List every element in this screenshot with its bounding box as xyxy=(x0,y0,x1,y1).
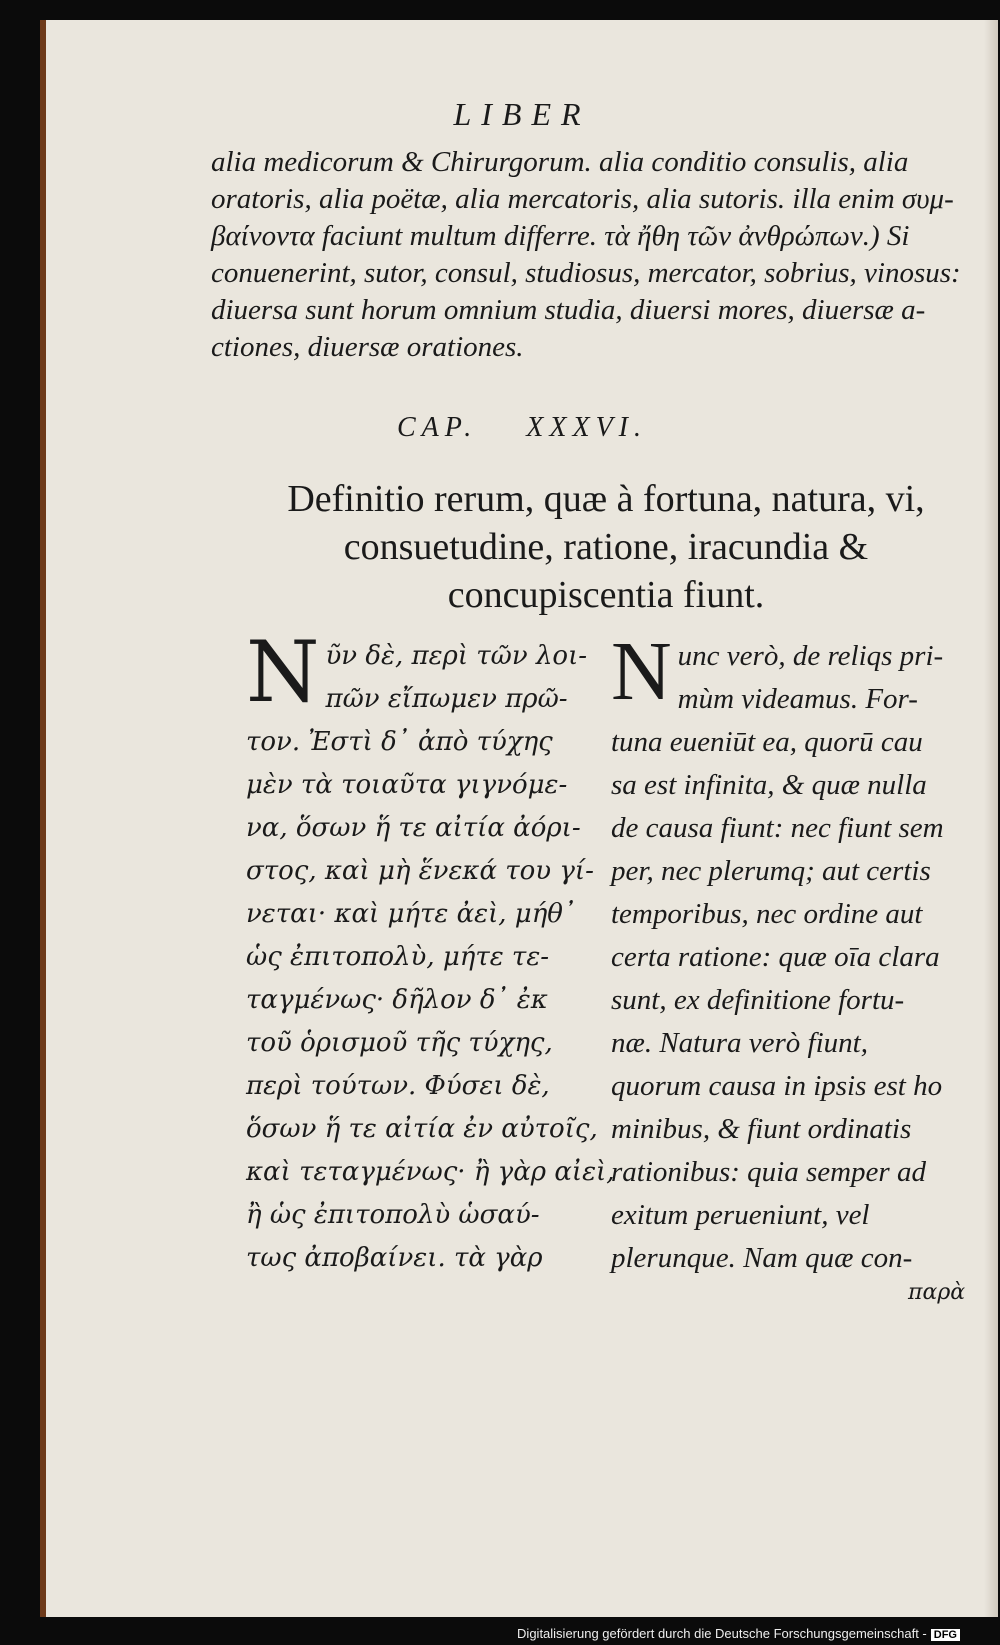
chapter-number xyxy=(46,412,998,444)
prose-line: conuenerint, sutor, consul, studiosus, mercator, sobrius, vinosus: xyxy=(211,257,961,289)
latin-line: quorum causa in ipsis est ho xyxy=(611,1070,943,1102)
latin-line: per, nec plerumq; aut certis xyxy=(611,855,931,887)
greek-line: στος, καὶ μὴ ἕνεκά του γί- xyxy=(246,856,594,886)
latin-line: certa ratione: quæ oīa clara xyxy=(611,941,940,973)
greek-line: τον. Ἐστὶ δ᾽ ἀπὸ τύχης xyxy=(246,727,553,757)
latin-line: sunt, ex definitione fortu- xyxy=(611,984,905,1016)
latin-line: rationibus: quia semper ad xyxy=(611,1156,926,1188)
greek-line: ὡς ἐπιτοπολὺ, μήτε τε- xyxy=(246,942,550,972)
chapter-title xyxy=(246,475,966,619)
latin-line: de causa fiunt: nec fiunt sem xyxy=(611,812,944,844)
greek-line: τοῦ ὁρισμοῦ τῆς τύχης, xyxy=(246,1028,553,1058)
latin-line: minibus, & fiunt ordinatis xyxy=(611,1113,912,1145)
chapter-roman: XXXVI. xyxy=(526,412,648,443)
latin-line: temporibus, nec ordine aut xyxy=(611,898,923,930)
latin-line: plerunque. Nam quæ con- xyxy=(611,1242,913,1274)
prose-line: oratoris, alia poëtæ, alia mercatoris, alia sutoris. illa enim συμ- xyxy=(211,183,954,215)
latin-line: mùm videamus. For- xyxy=(677,683,918,715)
greek-line: ταγμένως· δῆλον δ᾽ ἐκ xyxy=(246,985,548,1015)
running-head: LIBER xyxy=(453,96,591,132)
latin-line: næ. Natura verò fiunt, xyxy=(611,1027,868,1059)
prose-line: βαίνοντα faciunt multum differre. τὰ ἤθη τῶν ἀνθρώπων.) Si xyxy=(211,220,910,252)
book-page xyxy=(40,20,998,1617)
latin-line: sa est infinita, & quæ nulla xyxy=(611,769,927,801)
greek-column xyxy=(246,623,615,1280)
greek-line: ῦν δὲ, περὶ τῶν λοι- xyxy=(325,641,588,671)
greek-line: νεται· καὶ μήτε ἀεὶ, μήθ᾽ xyxy=(246,899,576,929)
greek-line: περὶ τούτων. Φύσει δὲ, xyxy=(246,1071,550,1101)
latin-line: unc verò, de reliqs pri- xyxy=(677,640,944,672)
greek-line: πῶν εἴπωμεν πρῶ- xyxy=(325,684,568,714)
footer-text: Digitalisierung gefördert durch die Deutsche Forschungsgemeinschaft - xyxy=(517,1626,927,1641)
footer-credit xyxy=(517,1626,960,1641)
chapter-label: CAP. xyxy=(396,412,478,443)
greek-line: ἢ ὡς ἐπιτοπολὺ ὡσαύ- xyxy=(246,1200,540,1230)
latin-line: exitum perueniunt, vel xyxy=(611,1199,870,1231)
prose-line: alia medicorum & Chirurgorum. alia conditio consulis, alia xyxy=(211,146,909,178)
greek-line: μὲν τὰ τοιαῦτα γιγνόμε- xyxy=(246,770,568,800)
greek-line: καὶ τεταγμένως· ἢ γὰρ αἰεὶ, xyxy=(246,1157,615,1187)
latin-line: tuna eueniūt ea, quorū cau xyxy=(611,726,923,758)
greek-line: τως ἀποβαίνει. τὰ γὰρ xyxy=(246,1243,543,1273)
prose-line: ctiones, diuersæ orationes. xyxy=(211,331,524,363)
title-line: consuetudine, ratione, iracundia & xyxy=(343,526,869,568)
catchword: παρὰ xyxy=(908,1280,966,1305)
dfg-logo: DFG xyxy=(931,1629,960,1641)
greek-line: να, ὅσων ἥ τε αἰτία ἀόρι- xyxy=(246,813,581,843)
title-line: Definitio rerum, quæ à fortuna, natura, vi, xyxy=(287,478,925,520)
greek-drop-cap: N xyxy=(246,623,320,721)
latin-drop-cap: N xyxy=(611,625,672,718)
latin-column xyxy=(611,625,971,1280)
top-paragraph xyxy=(211,144,966,366)
prose-line: diuersa sunt horum omnium studia, diuersi mores, diuersæ a- xyxy=(211,294,926,326)
title-line: concupiscentia fiunt. xyxy=(447,574,765,616)
greek-line: ὅσων ἥ τε αἰτία ἐν αὐτοῖς, xyxy=(246,1114,598,1144)
